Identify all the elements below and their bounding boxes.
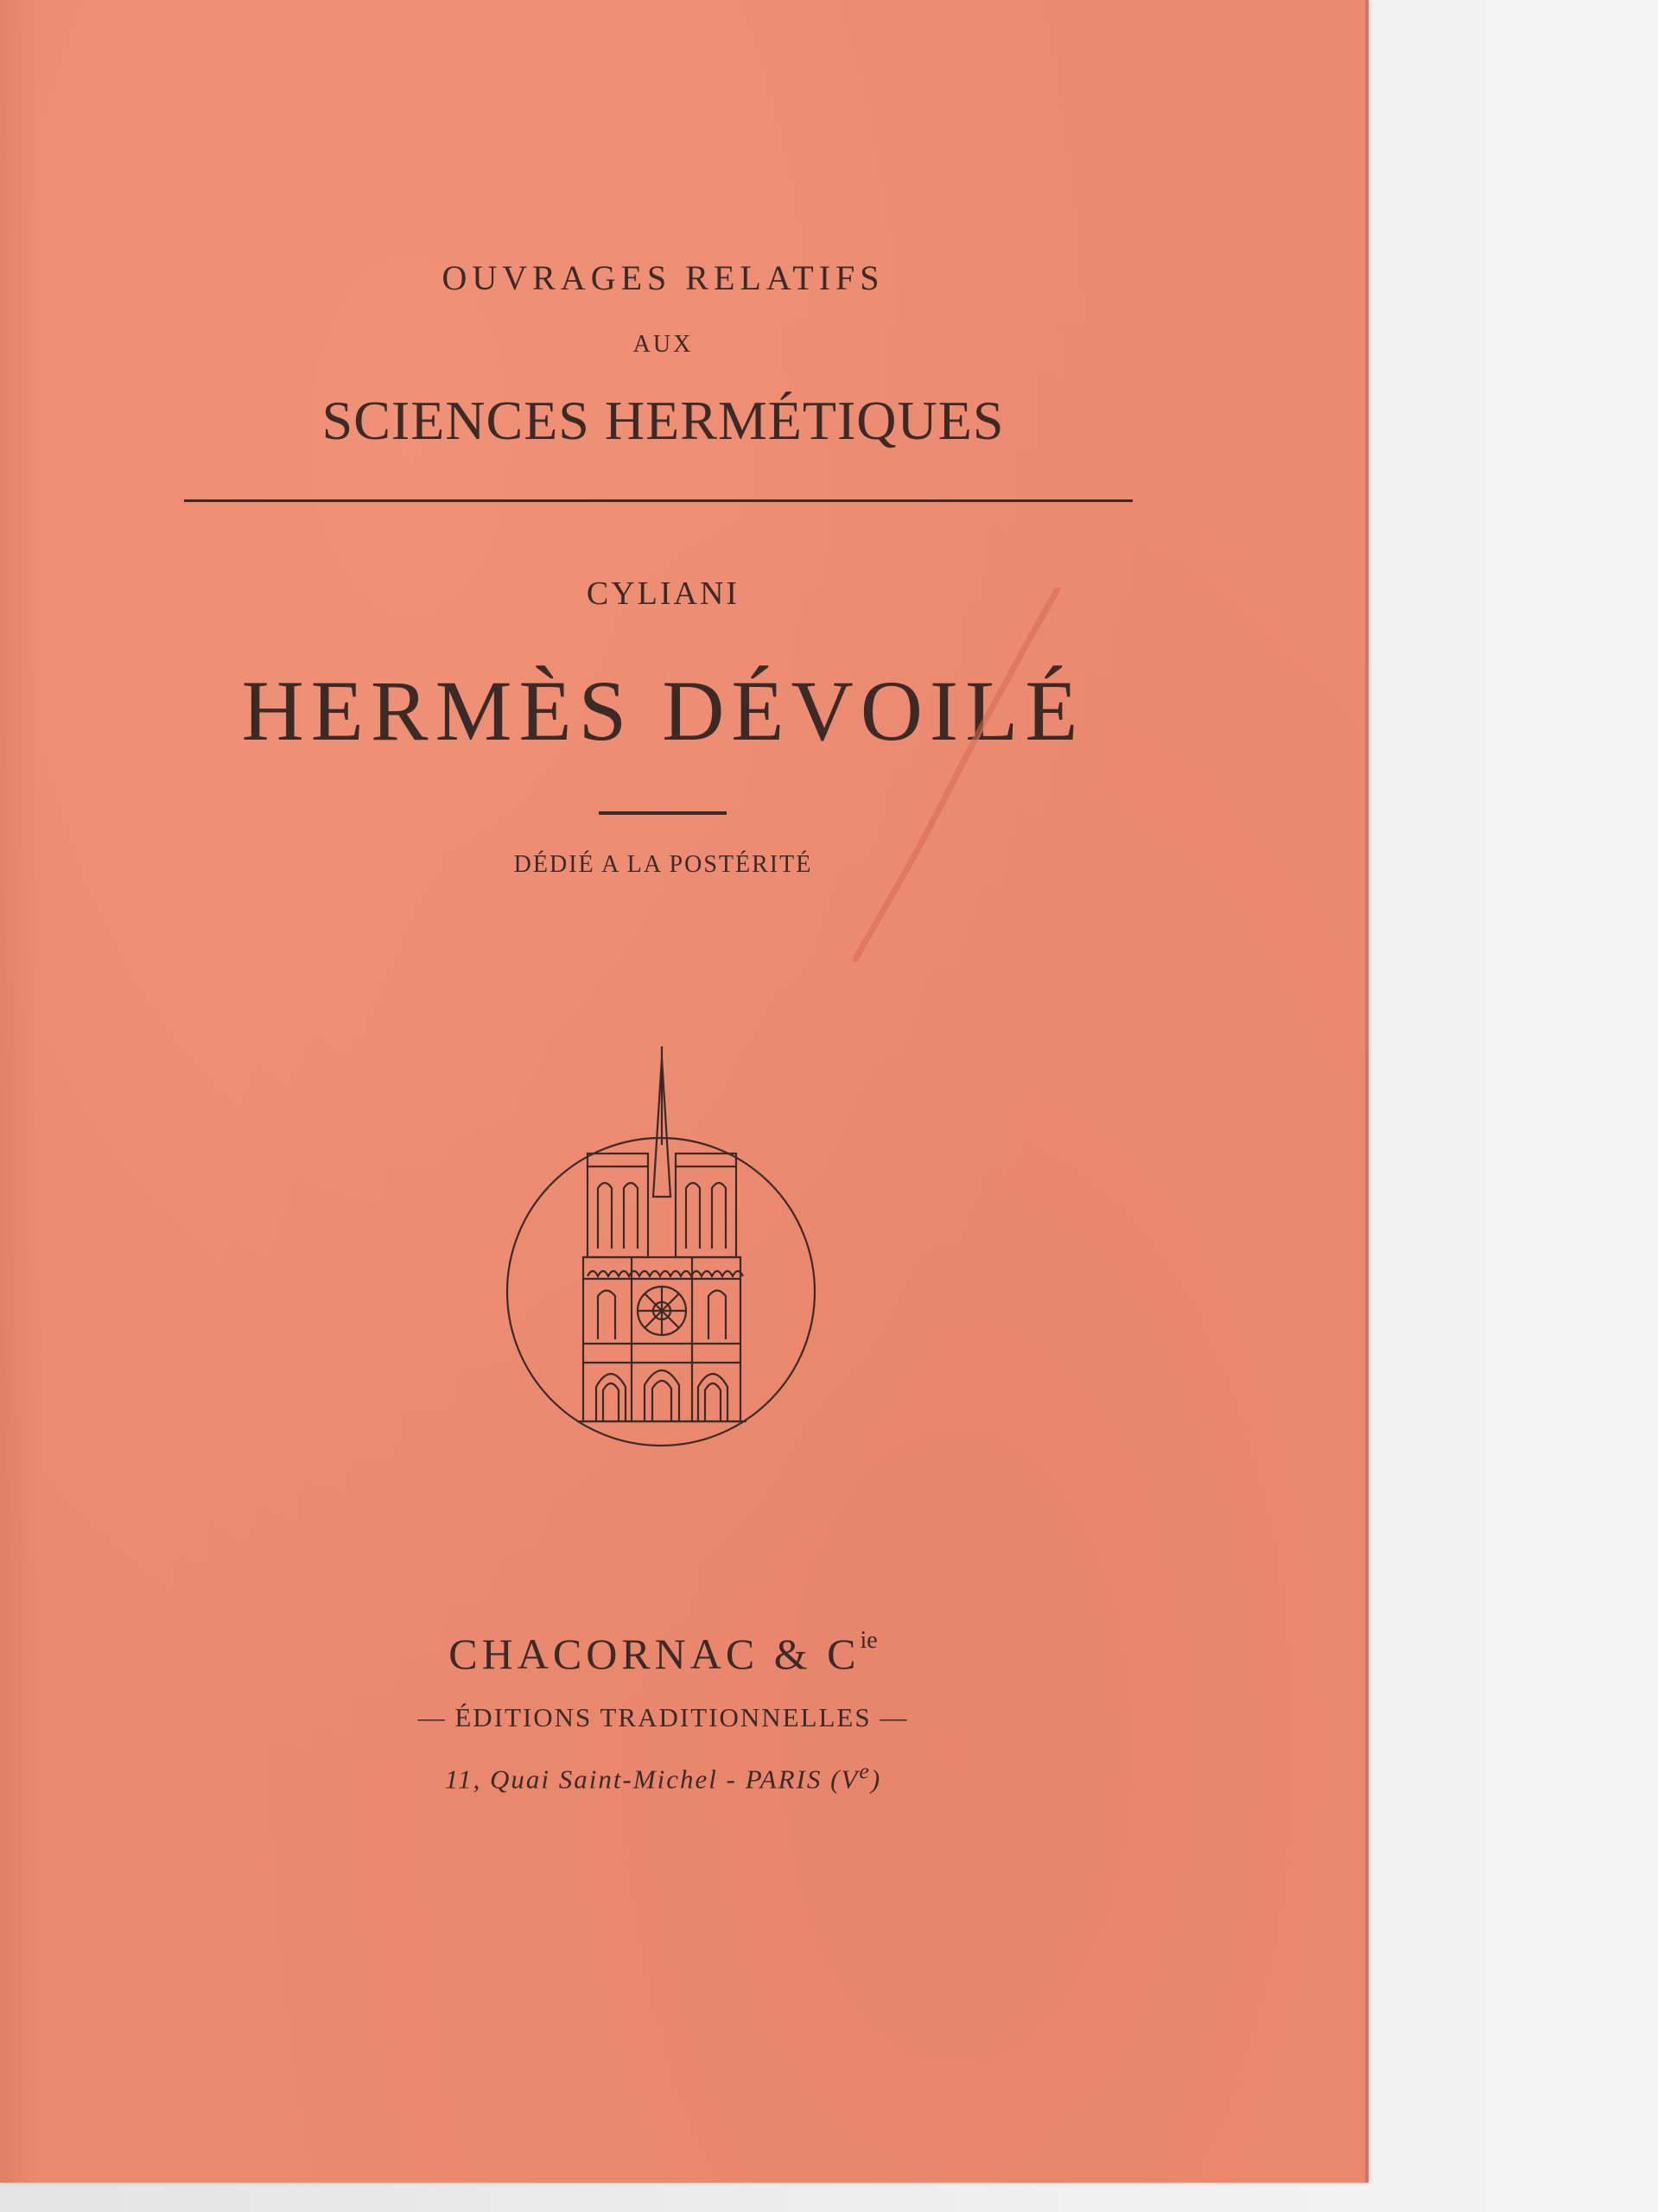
short-divider-rule: [599, 811, 727, 815]
book-title: HERMÈS DÉVOILÉ: [241, 663, 1085, 759]
author-name: CYLIANI: [586, 575, 740, 612]
dedication-line: DÉDIÉ A LA POSTÉRITÉ: [513, 851, 813, 878]
notre-dame-cathedral-icon: [501, 1041, 821, 1447]
publisher-imprint: — ÉDITIONS TRADITIONNELLES —: [417, 1702, 909, 1732]
series-title-line-1: OUVRAGES RELATIFS: [441, 258, 885, 297]
publisher-address-superscript: e: [859, 1758, 871, 1783]
publisher-address: [0, 1758, 1326, 1795]
divider-rule: [184, 499, 1133, 502]
publisher-name-suffix-superscript: ie: [860, 1627, 878, 1655]
publisher-name-suffix: C: [827, 1630, 861, 1678]
series-title-line-3: SCIENCES HERMÉTIQUES: [321, 390, 1005, 451]
publisher-address-text: 11, Quai Saint-Michel - PARIS (V: [444, 1764, 860, 1795]
ink-stain-mark: [760, 588, 1071, 968]
cover-edge: [1365, 0, 1369, 2183]
publisher-name-text: CHACORNAC &: [448, 1630, 812, 1678]
publisher-address-close: ): [870, 1764, 882, 1795]
series-title-line-2: AUX: [632, 331, 694, 358]
publisher-name: [0, 1629, 1326, 1679]
